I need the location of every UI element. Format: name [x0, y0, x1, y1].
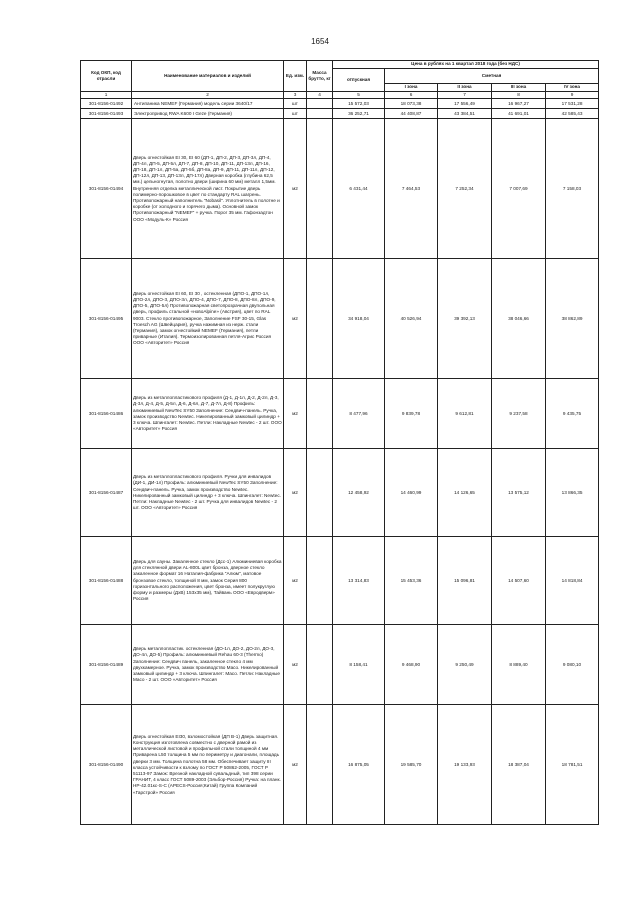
row-mass: [307, 379, 333, 449]
column-number: 3: [284, 92, 307, 99]
column-number: 7: [438, 92, 492, 99]
row-price-zone-2: 19 133,93: [438, 705, 492, 825]
row-name: Дверь для сауны. Закаленное стекло (Дсс-1) Алюминиевая коробка для стеклянной двери AL-800L цвет бронза, дверное стекло закаленное формат 16 Наталия-фабрика "Алюм", матовое бронзовое стекло, толщиной 8 мм, замок Серия 800 горизонтального расположения, цвет бронза, имеет полукруглую форму и размеры (ДхВ) 153х35 мм), Тайвань ООО «Евродверм» Россия: [132, 537, 284, 625]
row-price-zone-1: 18 073,38: [385, 99, 438, 109]
row-code: 301-8156-01488: [81, 537, 132, 625]
row-unit: м2: [284, 379, 307, 449]
row-price-zone-1: 15 453,36: [385, 537, 438, 625]
row-unit: м2: [284, 259, 307, 379]
row-mass: [307, 119, 333, 259]
table-row: [81, 99, 599, 109]
column-number: 5: [333, 92, 385, 99]
row-price-zone-2: 17 556,49: [438, 99, 492, 109]
row-price-zone-4: 17 531,28: [546, 99, 599, 109]
row-unit: м2: [284, 705, 307, 825]
price-table: [80, 60, 599, 825]
row-name: Антипаника NEMEF (Германия) модель серии 3640/17: [132, 99, 284, 109]
table-row: [81, 259, 599, 379]
row-name: Дверь металлопластик. остекленная (ДО-1л, ДО-2, ДО-2л, ДО-3, ДО-4л, ДО-5) Профиль: алюминиевый Rehau 60-3 (Thermo) Заполнение: Сендвич панель, закаленное стекло 4 мм двухкамерное. Ручка, замок производство Maco. Никелированный замковый цилиндр + 3 ключа. Шпингалет: Maco. Петли: Накладные Maco - 2 шт. ООО «Авторитет» Россия: [132, 625, 284, 705]
header-zone-1: I зона: [385, 84, 438, 92]
row-unit: шт: [284, 109, 307, 119]
column-number: 8: [492, 92, 546, 99]
row-unit: м2: [284, 449, 307, 537]
row-price-zone-2: 39 392,13: [438, 259, 492, 379]
row-code: 301-8156-01487: [81, 449, 132, 537]
row-price-zone-1: 14 460,99: [385, 449, 438, 537]
page-number: 1654: [311, 37, 329, 46]
row-price-otpusknaya: 13 314,83: [333, 537, 385, 625]
row-name: Дверь огнестойкая EI 30, EI 60 (ДП-1, ДП-2, ДП-3, ДП-3л, ДП-4, ДП-4л, ДП-5, ДП-5л, ДП-7, ДП-8, ДП-10, ДП-11, ДП-13л, ДП-16, ДП-18, ДП-1л, ДП-5а, ДП-5б, ДП-8а, ДП-9, ДП-11, ДП-11л, ДП-12, ДП-12л, ДП-13, ДП-13л, ДП-17л) Дверная коробка (глубина 62,5 мм.) цельногнутая, полотно двери (ширина 60 мм) металл 1,5мм. Внутренняя отделка металлической лист. Покрытие дверь полимерно-порошковое в цвет по стандарту RAL шагрень. Противопожарный наполнитель "Nobasil". Уплотнитель в полотне и коробке (от холодного и горячего дыма). Основной замок Противопожарный "NEMEF" + ручка. Порог 35 мм. Гафонзадтон ООО «Модуль-К» Россия: [132, 119, 284, 259]
row-price-zone-2: 15 096,81: [438, 537, 492, 625]
table-row: [81, 537, 599, 625]
row-price-zone-2: 7 252,34: [438, 119, 492, 259]
row-code: 301-8156-01486: [81, 379, 132, 449]
table-row: [81, 379, 599, 449]
row-price-zone-3: 13 575,12: [492, 449, 546, 537]
row-mass: [307, 537, 333, 625]
row-price-zone-4: 14 818,84: [546, 537, 599, 625]
row-price-zone-4: 18 781,51: [546, 705, 599, 825]
row-code: 301-8156-01495: [81, 259, 132, 379]
row-unit: м2: [284, 119, 307, 259]
row-price-zone-3: 38 046,66: [492, 259, 546, 379]
row-price-otpusknaya: 16 875,05: [333, 705, 385, 825]
row-unit: шт: [284, 99, 307, 109]
row-price-otpusknaya: 15 572,03: [333, 99, 385, 109]
row-code: 301-8156-01494: [81, 119, 132, 259]
row-price-zone-3: 8 889,40: [492, 625, 546, 705]
header-otpusknaya: отпускная: [333, 69, 385, 92]
row-code: 301-8156-01492: [81, 99, 132, 109]
header-price-title: Цена в рублях на 1 квартал 2018 года (без НДС): [333, 61, 599, 69]
row-name: Дверь огнестойкая EI 60, EI 30 , остекленная (ДПО-1, ДПО-1л, ДПО-2л, ДПО-3, ДПО-3л, ДПО-4, ДПО-7, ДПО-8, ДПО-8л, ДПО-9, ДПО-5, ДПО-5л) Противопожарная светопрозрачная двупольная дверь, профиль стальной «новоAlpine» (Австрия), цвет по RAL 9003. Стекло противопожарное, Заполнение FSF 30-15, Glas Troesch AG (Швейцария), ручка нажимная из нерж. стали (Германия), замок огнестойкий NEMEF (Германия), петли приварные (Италия). Термоизолированная петля-Агрис Россия ООО «Авторитет» Россия: [132, 259, 284, 379]
header-smetnaya: Сметная: [385, 69, 599, 84]
header-mass: Масса брутто, кг: [307, 61, 333, 92]
row-name: Дверь из металлопластикового профиля. Ручки для инвалидов (ДИ-1, ДИ-1л) Профиль: алюминиевый NewTec SY50 Заполнение: Сендвич-панель. Ручка, замок производство Newtec. Никелированный замковый цилиндр + 3 ключа. Шпингалет: Newtec. Петли: Накладные Newtec - 2 шт. Ручка для инвалидов Newtec - 2 шт. ООО «Авторитет» Россия: [132, 449, 284, 537]
row-price-zone-1: 9 839,78: [385, 379, 438, 449]
column-number: 9: [546, 92, 599, 99]
row-price-zone-2: 9 612,81: [438, 379, 492, 449]
header-name: Наименование материалов и изделий: [132, 61, 284, 92]
row-mass: [307, 109, 333, 119]
row-price-zone-3: 7 007,69: [492, 119, 546, 259]
header-unit: Ед. изм.: [284, 61, 307, 92]
header-code-okp: Код ОКП, код отрасли: [81, 61, 132, 92]
table-row: [81, 109, 599, 119]
row-price-zone-1: 40 526,94: [385, 259, 438, 379]
row-price-otpusknaya: 34 918,04: [333, 259, 385, 379]
column-numbers-row: [81, 92, 599, 99]
row-price-zone-3: 41 691,01: [492, 109, 546, 119]
row-name: Дверь огнестойкая EI30, взломостойкая (ДП В-1) Дверь защитная. Конструкция изготовлена совместно с дверной рамой из металлической листовой и профильной стали толщиной 4 мм Приварена L50 толщина 5 мм по периметру и диагонали, площадь дверки 3 мм. Толщина полотна 58 мм. Обеспечивает защиту III класса устойчивости к взлому по ГОСТ Р 50862-2005, ГОСТ Р 51113-97 Замок: Врезной накладной сувальдный, тип 398 серии ГРАНИТ, 4 класс ГОСТ 5089-2003 (Эльбор-Россия) Ручка: на планк. HP-42.01кс-S-C (APECS-Россия;Китай) Группа Компаний «Гарстрой» Россия: [132, 705, 284, 825]
row-mass: [307, 705, 333, 825]
row-price-zone-4: 9 435,75: [546, 379, 599, 449]
header-zone-2: II зона: [438, 84, 492, 92]
row-price-zone-2: 14 126,65: [438, 449, 492, 537]
row-unit: м2: [284, 537, 307, 625]
row-price-otpusknaya: 36 252,71: [333, 109, 385, 119]
column-number: 1: [81, 92, 132, 99]
column-number: 4: [307, 92, 333, 99]
row-mass: [307, 99, 333, 109]
header-zone-4: IV зона: [546, 84, 599, 92]
row-mass: [307, 449, 333, 537]
row-price-zone-3: 9 237,58: [492, 379, 546, 449]
row-price-zone-3: 14 507,60: [492, 537, 546, 625]
row-price-zone-4: 9 080,10: [546, 625, 599, 705]
row-name: Дверь из металлопластикового профиля (Д-1, Д-1л, Д-2, Д-2л, Д-3, Д-3л, Д-4, Д-5, Д-5л, Д-6, Д-6л, Д-7, Д-7л, Д-8) Профиль: алюминиевый NewTec SY50 Заполнение: Сендвич-панель. Ручка, замок производство Newtec. Никелированный замковый цилиндр + 3 ключа. Шпингалет: Newtec. Петли: Накладные Newtec - 2 шт. ООО «Авторитет» Россия: [132, 379, 284, 449]
row-name: Электропривод RWA K600 I Geze (Германия): [132, 109, 284, 119]
table-row: [81, 705, 599, 825]
row-price-otpusknaya: 12 458,92: [333, 449, 385, 537]
row-price-zone-4: 38 862,89: [546, 259, 599, 379]
row-price-otpusknaya: 6 431,44: [333, 119, 385, 259]
table-row: [81, 449, 599, 537]
table-row: [81, 119, 599, 259]
column-number: 2: [132, 92, 284, 99]
row-price-zone-4: 13 866,35: [546, 449, 599, 537]
row-price-zone-4: 7 158,03: [546, 119, 599, 259]
row-price-zone-3: 18 387,04: [492, 705, 546, 825]
row-code: 301-8156-01493: [81, 109, 132, 119]
column-number: 6: [385, 92, 438, 99]
row-mass: [307, 625, 333, 705]
row-price-zone-1: 7 464,53: [385, 119, 438, 259]
row-price-zone-2: 9 250,49: [438, 625, 492, 705]
row-unit: м2: [284, 625, 307, 705]
row-price-zone-1: 19 585,70: [385, 705, 438, 825]
table-row: [81, 625, 599, 705]
row-price-zone-3: 16 967,27: [492, 99, 546, 109]
row-price-zone-1: 44 408,87: [385, 109, 438, 119]
row-price-zone-4: 42 585,43: [546, 109, 599, 119]
row-code: 301-8156-01489: [81, 625, 132, 705]
header-zone-3: III зона: [492, 84, 546, 92]
row-price-zone-1: 9 468,90: [385, 625, 438, 705]
row-price-zone-2: 43 384,51: [438, 109, 492, 119]
row-mass: [307, 259, 333, 379]
row-code: 301-8156-01490: [81, 705, 132, 825]
row-price-otpusknaya: 8 477,96: [333, 379, 385, 449]
row-price-otpusknaya: 8 158,41: [333, 625, 385, 705]
header-row-1: [81, 61, 599, 69]
